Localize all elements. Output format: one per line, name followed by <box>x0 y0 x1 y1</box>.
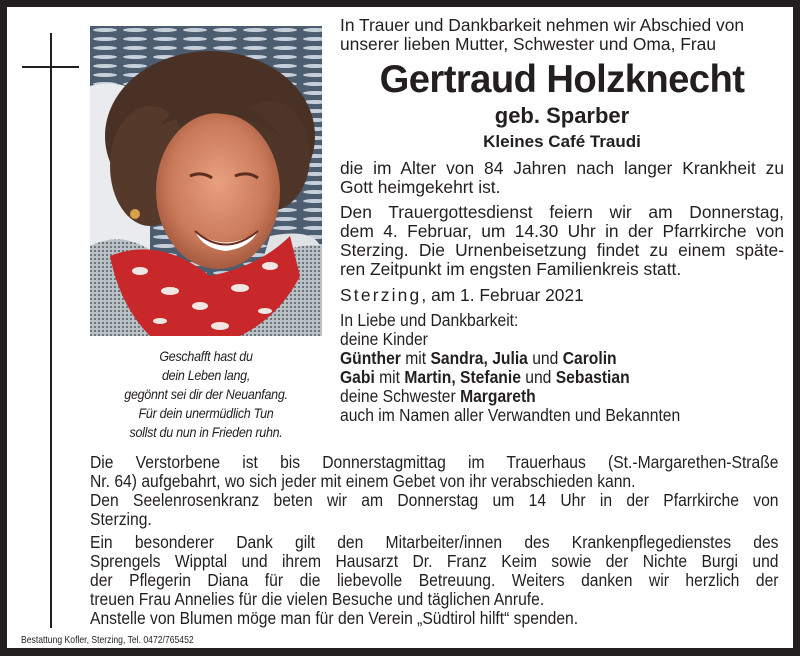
cross-icon-bar <box>22 66 79 68</box>
cross-icon <box>50 33 52 628</box>
grandchildren-names: Martin, Stefanie <box>404 367 521 387</box>
service-line: dem 4. Februar, um 14.30 Uhr in der Pfarrkirche von <box>340 221 784 241</box>
child-name: Gabi <box>340 367 375 387</box>
poem-line: Für dein unermüdlich Tun <box>138 406 274 421</box>
poem-line: Geschafft hast du <box>159 349 253 364</box>
service-line: ren Zeitpunkt im engsten Familienkreis statt. <box>340 259 682 279</box>
portrait-photo <box>90 26 322 336</box>
service-paragraph <box>340 203 784 279</box>
thanks-line: treuen Frau Annelies für die vielen Besuche und täglichen Anrufe. <box>90 589 545 609</box>
family-list <box>340 311 790 425</box>
age-line: die im Alter von 84 Jahren nach langer Krankheit zu <box>340 158 784 178</box>
place: Sterzing <box>340 285 422 305</box>
sister-label: deine Schwester <box>340 386 461 406</box>
service-line: Sterzing. Die Urnenbeisetzung findet zu einem späte- <box>340 240 784 260</box>
notices-section <box>90 453 790 628</box>
intro-line: unserer lieben Mutter, Schwester und Oma, Frau <box>340 34 717 54</box>
thanks-line: Ein besonderer Dank gilt den Mitarbeiter/innen des Krankenpflegedienstes des <box>90 532 779 552</box>
donation-line: Anstelle von Blumen möge man für den Verein „Südtirol hilft“ spenden. <box>90 608 579 628</box>
sister-name: Margareth <box>460 386 536 406</box>
thanks-line: Sprengels Wipptal und ihrem Hausarzt Dr. Franz Keim sowie der Nichte Burgi und <box>90 551 779 571</box>
family-line-child2 <box>340 368 790 387</box>
memorial-poem <box>99 347 312 442</box>
place-date <box>340 286 784 305</box>
grandchild-name: Sebastian <box>555 367 630 387</box>
viewing-line: Nr. 64) aufgebahrt, wo sich jeder mit einem Gebet von ihr verabschieden kann. <box>90 471 636 491</box>
age-paragraph <box>340 159 784 197</box>
viewing-line: Die Verstorbene ist bis Donnerstagmittag im Trauerhaus (St.-Margarethen-Straße <box>90 452 779 472</box>
intro-text <box>340 16 784 54</box>
thanks-line: der Pflegerin Diana für die liebevolle Betreuung. Weiters danken wir herzlich der <box>90 570 779 590</box>
obituary-card <box>7 7 793 648</box>
deceased-name: Gertraud Holzknecht <box>379 58 745 101</box>
family-line-child1 <box>340 349 790 368</box>
poem-line: dein Leben lang, <box>161 368 251 383</box>
nickname: Kleines Café Traudi <box>483 132 641 151</box>
family-heading: In Liebe und Dankbarkeit: <box>340 310 519 330</box>
relatives-line: auch im Namen aller Verwandten und Bekannten <box>340 405 681 425</box>
poem-line: sollst du nun in Frieden ruhn. <box>129 425 283 440</box>
children-label: deine Kinder <box>340 329 428 349</box>
grandchild-name: Carolin <box>562 348 617 368</box>
undertaker-credit: Bestattung Kofler, Sterzing, Tel. 0472/765452 <box>21 634 194 646</box>
connector: mit <box>374 367 405 387</box>
connector: und <box>527 348 563 368</box>
maiden-name: geb. Sparber <box>494 103 630 128</box>
poem-line: gegönnt sei dir der Neuanfang. <box>124 387 288 402</box>
rosary-line: Den Seelenrosenkranz beten wir am Donnerstag um 14 Uhr in der Pfarrkirche von <box>90 490 779 510</box>
rosary-line: Sterzing. <box>90 509 152 529</box>
child-name: Günther <box>340 348 401 368</box>
announcement-column <box>340 16 784 425</box>
intro-line: In Trauer und Dankbarkeit nehmen wir Abschied von <box>340 15 745 35</box>
family-line-sister <box>340 387 790 406</box>
grandchildren-names: Sandra, Julia <box>430 348 528 368</box>
connector: mit <box>400 348 431 368</box>
connector: und <box>520 367 556 387</box>
age-line: Gott heimgekehrt ist. <box>340 177 501 197</box>
service-line: Den Trauergottesdienst feiern wir am Donnerstag, <box>340 202 784 222</box>
date: , am 1. Februar 2021 <box>421 285 584 305</box>
